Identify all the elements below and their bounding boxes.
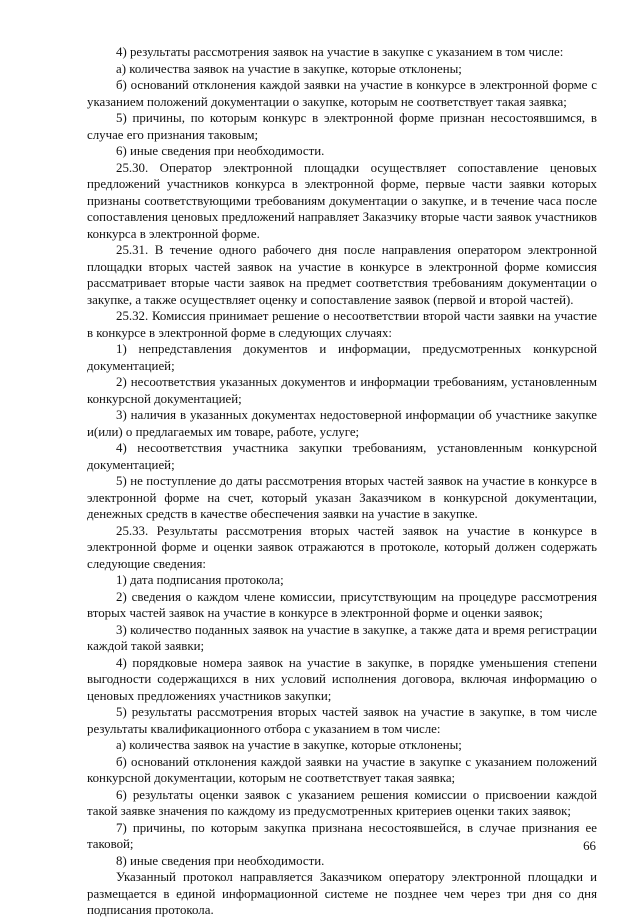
paragraph: 4) несоответствия участника закупки требованиям, установленным конкурсной документацией;	[87, 441, 597, 472]
paragraph: 4) результаты рассмотрения заявок на участие в закупке с указанием в том числе:	[116, 45, 564, 59]
paragraph: 1) дата подписания протокола;	[116, 573, 284, 587]
paragraph: б) оснований отклонения каждой заявки на участие в конкурсе в электронной форме с указанием положений документации о закупке, которым не соответствует такая заявка;	[87, 78, 597, 109]
paragraph: 8) иные сведения при необходимости.	[116, 853, 325, 868]
paragraph: 5) не поступление до даты рассмотрения вторых частей заявок на участие в конкурсе в электронной форме на счет, который указан Заказчиком в конкурсной документации, денежных средств в качестве обеспечения заявки на участие в закупке.	[87, 474, 597, 521]
paragraph: 25.32. Комиссия принимает решение о несоответствии второй части заявки на участие в конкурсе в электронной форме в следующих случаях:	[87, 309, 597, 340]
paragraph: а) количества заявок на участие в закупке, которые отклонены;	[116, 738, 462, 752]
paragraph: 25.31. В течение одного рабочего дня после направления оператором электронной площадки вторых частей заявок на участие в конкурсе в электронной форме комиссия рассматривает вторые части заявок на предмет соответствия требованиям документации о закупке, а также осуществляет оценку и сопоставление заявок (первой и второй частей).	[87, 243, 597, 307]
page-number: 66	[583, 839, 596, 853]
paragraph: Указанный протокол направляется Заказчиком оператору электронной площадки и размещается в единой информационной системе не позднее чем через три дня со дня подписания протокола.	[87, 870, 597, 917]
paragraph: 2) несоответствия указанных документов и информации требованиям, установленным конкурсной документацией;	[87, 375, 597, 406]
paragraph: 6) результаты оценки заявок с указанием решения комиссии о присвоении каждой такой заявке значения по каждому из предусмотренных критериев оценки таких заявок;	[87, 787, 597, 818]
paragraph: 5) причины, по которым конкурс в электронной форме признан несостоявшимся, в случае его признания таковым;	[87, 111, 597, 142]
paragraph: 3) количество поданных заявок на участие в закупке, а также дата и время регистрации каждой такой заявки;	[87, 622, 597, 653]
document-body	[87, 44, 597, 919]
paragraph: б) оснований отклонения каждой заявки на участие в закупке с указанием положений конкурсной документации, которым не соответствует такая заявка;	[87, 754, 597, 785]
paragraph: 4) порядковые номера заявок на участие в закупке, в порядке уменьшения степени выгодности содержащихся в них условий исполнения договора, включая информацию о ценовых предложениях участников закупки;	[87, 655, 597, 703]
paragraph: 25.33. Результаты рассмотрения вторых частей заявок на участие в конкурсе в электронной форме и оценки заявок отражаются в протоколе, который должен содержать следующие сведения:	[87, 523, 597, 571]
paragraph: 3) наличия в указанных документах недостоверной информации об участнике закупке и(или) о предлагаемых им товаре, работе, услуге;	[87, 408, 597, 439]
paragraph: 25.30. Оператор электронной площадки осуществляет сопоставление ценовых предложений участников конкурса в электронной форме, первые части заявки которых признаны соответствующими требованиям документации о закупке, и в течение часа после сопоставления ценовых предложений направляет Заказчику вторые части заявок участников конкурса в электронной форме.	[87, 160, 597, 241]
paragraph: 5) результаты рассмотрения вторых частей заявок на участие в закупке, в том числе результаты квалификационного отбора с указанием в том числе:	[87, 705, 597, 736]
paragraph: 6) иные сведения при необходимости.	[116, 144, 325, 158]
paragraph: а) количества заявок на участие в закупке, которые отклонены;	[116, 61, 462, 76]
paragraph: 7) причины, по которым закупка признана несостоявшейся, в случае признания ее таковой;	[87, 820, 597, 851]
paragraph: 1) непредставления документов и информации, предусмотренных конкурсной документацией;	[87, 342, 597, 373]
paragraph: 2) сведения о каждом члене комиссии, присутствующим на процедуре рассмотрения вторых частей заявок на участие в конкурсе в электронной форме и оценки заявок;	[87, 589, 597, 620]
